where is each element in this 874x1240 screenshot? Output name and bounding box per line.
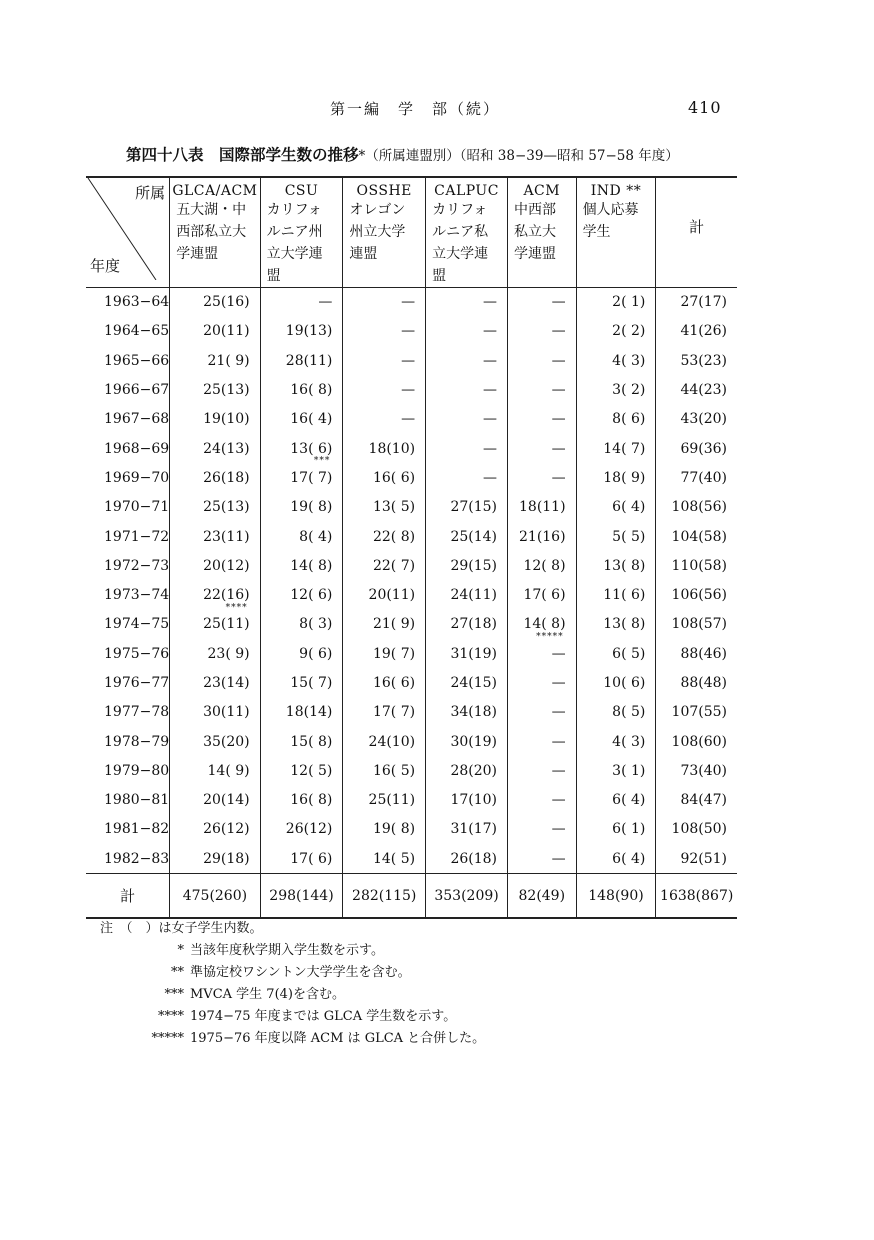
note-mark: 注 （ ） (100, 921, 159, 936)
count-cell-osshe: 17( 7) (343, 698, 426, 727)
count-cell-total: 27(17) (656, 288, 737, 317)
note-text: 1974−75 年度までは GLCA 学生数を示す。 (190, 1009, 457, 1024)
count-cell-osshe: 20(11) (343, 580, 426, 609)
count-cell-acm: 17( 6) (508, 580, 577, 609)
count-cell-calpuc: 28(20) (426, 756, 508, 785)
year-cell: 1970−71 (104, 499, 170, 516)
count-cell-calpuc: — (426, 346, 508, 375)
year-cell: 1964−65 (104, 323, 170, 340)
count-cell-glca: 23(14) (170, 668, 260, 697)
count-cell-ind: 6( 4) (576, 493, 656, 522)
year-cell: 1982−83 (104, 850, 170, 867)
count-cell-glca: 30(11) (170, 698, 260, 727)
count-cell-calpuc: 17(10) (426, 786, 508, 815)
count-cell-calpuc: 27(15) (426, 493, 508, 522)
note-text: 1975−76 年度以降 ACM は GLCA と合併した。 (190, 1031, 486, 1046)
count-cell-csu: 16( 4) (260, 405, 343, 434)
count-cell-glca: 22(16) (170, 580, 260, 609)
table-row (86, 815, 737, 844)
year-cell: 1979−80 (104, 762, 170, 779)
table-row (86, 727, 737, 756)
count-cell-ind: 6( 4) (576, 844, 656, 873)
page-number: 410 (688, 98, 722, 117)
count-cell-osshe: — (343, 405, 426, 434)
count-cell-csu: 19(13) (260, 317, 343, 346)
count-cell-csu: 15( 8) (260, 727, 343, 756)
total-calpuc: 353(209) (426, 873, 508, 918)
table-body (86, 288, 737, 874)
count-cell-ind: 8( 6) (576, 405, 656, 434)
table-row (86, 668, 737, 697)
table-title (126, 143, 679, 165)
table-row (86, 405, 737, 434)
total-ind: 148(90) (576, 873, 656, 918)
count-cell-glca: 25(16) (170, 288, 260, 317)
count-cell-calpuc: — (426, 405, 508, 434)
count-cell-ind: 6( 5) (576, 639, 656, 668)
note-mark: **** (158, 1009, 184, 1024)
table-row (86, 522, 737, 551)
col-total-label: 計 (689, 218, 705, 236)
count-cell-glca: 19(10) (170, 405, 260, 434)
count-cell-total: 108(56) (656, 493, 737, 522)
count-cell-csu: 9( 6) (260, 639, 343, 668)
count-cell-ind: 11( 6) (576, 580, 656, 609)
year-cell: 1965−66 (104, 352, 170, 369)
footnote-stars: **** (225, 602, 248, 613)
count-cell-glca: 20(12) (170, 551, 260, 580)
count-cell-total: 108(57) (656, 610, 737, 639)
note-row (100, 962, 485, 984)
year-cell: 1967−68 (104, 411, 170, 428)
year-cell: 1966−67 (104, 382, 170, 399)
count-cell-acm: — (508, 375, 577, 404)
note-row (100, 940, 485, 962)
col-name: 中西部 私立大 学連盟 (514, 202, 556, 262)
count-cell-csu: — (260, 288, 343, 317)
count-cell-glca: 29(18) (170, 844, 260, 873)
note-row (100, 984, 485, 1006)
count-cell-glca: 21( 9) (170, 346, 260, 375)
count-cell-csu: 8( 3) (260, 610, 343, 639)
table-notes (100, 918, 485, 1050)
col-code: IND ** (590, 183, 642, 199)
count-cell-glca: 23(11) (170, 522, 260, 551)
year-cell: 1974−75 (104, 616, 170, 633)
count-cell-calpuc: — (426, 463, 508, 492)
cell-value: 25(11) (203, 616, 250, 633)
note-mark: *** (164, 987, 184, 1002)
count-cell-total: 104(58) (656, 522, 737, 551)
count-cell-total: 41(26) (656, 317, 737, 346)
note-mark: ** (171, 965, 184, 980)
count-cell-calpuc: 26(18) (426, 844, 508, 873)
count-cell-ind: 14( 7) (576, 434, 656, 463)
year-cell: 1981−82 (104, 821, 170, 838)
corner-year-label: 年度 (90, 257, 121, 275)
count-cell-ind: 3( 2) (576, 375, 656, 404)
year-cell: 1977−78 (104, 704, 170, 721)
year-cell: 1976−77 (104, 675, 170, 691)
count-cell-ind: 8( 5) (576, 698, 656, 727)
year-cell: 1973−74 (104, 587, 170, 604)
count-cell-osshe: — (343, 288, 426, 317)
col-code: CALPUC (434, 183, 499, 199)
count-cell-total: 110(58) (656, 551, 737, 580)
totals-label: 計 (120, 887, 136, 906)
table-title-main: 第四十八表 国際部学生数の推移 (126, 146, 359, 164)
count-cell-acm: 21(16) (508, 522, 577, 551)
year-cell: 1969−70 (104, 469, 170, 486)
count-cell-calpuc: 30(19) (426, 727, 508, 756)
count-cell-osshe: 25(11) (343, 786, 426, 815)
count-cell-acm: — (508, 288, 577, 317)
count-cell-osshe: — (343, 375, 426, 404)
count-cell-acm: 18(11) (508, 493, 577, 522)
col-header-csu (260, 177, 343, 288)
count-cell-total: 69(36) (656, 434, 737, 463)
count-cell-total: 108(50) (656, 815, 737, 844)
col-code: CSU (284, 183, 319, 199)
count-cell-ind: 4( 3) (576, 346, 656, 375)
count-cell-ind: 18( 9) (576, 463, 656, 492)
count-cell-osshe: 22( 8) (343, 522, 426, 551)
count-cell-acm: — (508, 786, 577, 815)
count-cell-total: 77(40) (656, 463, 737, 492)
count-cell-glca: 26(12) (170, 815, 260, 844)
student-count-table (86, 176, 737, 919)
count-cell-osshe: 19( 7) (343, 639, 426, 668)
cell-value: — (551, 645, 566, 662)
count-cell-csu: 13( 6) (260, 434, 343, 463)
count-cell-acm: — (508, 463, 577, 492)
count-cell-ind: 6( 1) (576, 815, 656, 844)
count-cell-osshe: 16( 6) (343, 668, 426, 697)
col-name: カリフォ ルニア私 立大学連 盟 (432, 202, 489, 284)
table-row (86, 551, 737, 580)
table-row (86, 463, 737, 492)
count-cell-csu: 16( 8) (260, 375, 343, 404)
count-cell-glca: 26(18) (170, 463, 260, 492)
count-cell-calpuc: 34(18) (426, 698, 508, 727)
note-row (100, 1028, 485, 1050)
col-header-glca (170, 177, 260, 288)
count-cell-glca: 24(13) (170, 434, 260, 463)
table-row (86, 844, 737, 873)
running-head: 第一編 学 部（続） (330, 100, 501, 118)
count-cell-csu: 16( 8) (260, 786, 343, 815)
count-cell-osshe: 16( 5) (343, 756, 426, 785)
count-cell-calpuc: 31(17) (426, 815, 508, 844)
count-cell-osshe: 21( 9) (343, 610, 426, 639)
table-row (86, 580, 737, 609)
count-cell-calpuc: 29(15) (426, 551, 508, 580)
table-header-row (86, 177, 737, 288)
count-cell-calpuc: 27(18) (426, 610, 508, 639)
count-cell-glca: 25(13) (170, 375, 260, 404)
count-cell-glca: 20(14) (170, 786, 260, 815)
count-cell-total: 43(20) (656, 405, 737, 434)
count-cell-csu: 15( 7) (260, 668, 343, 697)
count-cell-acm: — (508, 756, 577, 785)
table-row (86, 493, 737, 522)
year-cell: 1971−72 (104, 528, 170, 545)
count-cell-ind: 2( 1) (576, 288, 656, 317)
count-cell-csu: 28(11) (260, 346, 343, 375)
count-cell-acm: — (508, 317, 577, 346)
count-cell-calpuc: 25(14) (426, 522, 508, 551)
count-cell-calpuc: — (426, 288, 508, 317)
count-cell-calpuc: 24(11) (426, 580, 508, 609)
year-cell: 1972−73 (104, 557, 170, 574)
corner-affiliation-label: 所属 (135, 184, 166, 202)
count-cell-csu: 19( 8) (260, 493, 343, 522)
col-header-ind (576, 177, 656, 288)
count-cell-calpuc: — (426, 434, 508, 463)
count-cell-osshe: 19( 8) (343, 815, 426, 844)
count-cell-calpuc: 24(15) (426, 668, 508, 697)
col-code: GLCA/ACM (172, 183, 258, 199)
count-cell-glca: 25(13) (170, 493, 260, 522)
col-name: 五大湖・中 西部私立大 学連盟 (176, 202, 247, 262)
col-name: オレゴン 州立大学 連盟 (349, 202, 406, 262)
count-cell-osshe: — (343, 317, 426, 346)
count-cell-acm: — (508, 668, 577, 697)
count-cell-ind: 13( 8) (576, 610, 656, 639)
col-header-total (656, 177, 737, 288)
count-cell-ind: 4( 3) (576, 727, 656, 756)
cell-value: 17( 7) (290, 469, 333, 486)
col-header-acm (508, 177, 577, 288)
table-row (86, 639, 737, 668)
note-row (100, 1006, 485, 1028)
count-cell-csu: 12( 6) (260, 580, 343, 609)
col-header-calpuc (426, 177, 508, 288)
count-cell-osshe: 13( 5) (343, 493, 426, 522)
note-mark: ***** (151, 1031, 184, 1046)
count-cell-calpuc: — (426, 375, 508, 404)
count-cell-ind: 6( 4) (576, 786, 656, 815)
year-cell: 1968−69 (104, 440, 170, 457)
count-cell-glca (170, 602, 260, 639)
count-cell-glca: 14( 9) (170, 756, 260, 785)
table-row (86, 756, 737, 785)
note-mark: * (177, 943, 184, 958)
table-title-sub: *（所属連盟別）（昭和 38−39—昭和 57−58 年度） (358, 148, 679, 164)
count-cell-ind: 13( 8) (576, 551, 656, 580)
count-cell-glca: 23( 9) (170, 639, 260, 668)
count-cell-ind: 10( 6) (576, 668, 656, 697)
count-cell-acm: — (508, 815, 577, 844)
count-cell-acm: 12( 8) (508, 551, 577, 580)
count-cell-acm: — (508, 434, 577, 463)
total-glca: 475(260) (170, 873, 260, 918)
count-cell-csu: 12( 5) (260, 756, 343, 785)
count-cell-acm: — (508, 698, 577, 727)
total-osshe: 282(115) (343, 873, 426, 918)
count-cell-glca: 35(20) (170, 727, 260, 756)
count-cell-total: 88(48) (656, 668, 737, 697)
table-row (86, 288, 737, 317)
table-row (86, 434, 737, 463)
count-cell-csu: 8( 4) (260, 522, 343, 551)
totals-row (86, 873, 737, 918)
table-row (86, 786, 737, 815)
count-cell-csu: 26(12) (260, 815, 343, 844)
table-row (86, 346, 737, 375)
table-row (86, 698, 737, 727)
note-text: 当該年度秋学期入学生数を示す。 (190, 943, 384, 958)
note-text: 準協定校ワシントン大学学生を含む。 (190, 965, 411, 980)
count-cell-acm: — (508, 727, 577, 756)
col-code: OSSHE (356, 183, 412, 199)
count-cell-csu: 17( 6) (260, 844, 343, 873)
count-cell-acm: — (508, 346, 577, 375)
count-cell-calpuc: 31(19) (426, 639, 508, 668)
count-cell-total: 88(46) (656, 639, 737, 668)
count-cell-acm: — (508, 844, 577, 873)
count-cell-csu (260, 456, 343, 492)
year-cell: 1980−81 (104, 792, 170, 809)
table-row (86, 610, 737, 639)
count-cell-ind: 5( 5) (576, 522, 656, 551)
footnote-stars: ***** (536, 632, 564, 643)
col-header-osshe (343, 177, 426, 288)
count-cell-csu: 18(14) (260, 698, 343, 727)
count-cell-total: 84(47) (656, 786, 737, 815)
total-csu: 298(144) (260, 873, 343, 918)
count-cell-glca: 20(11) (170, 317, 260, 346)
count-cell-osshe: — (343, 346, 426, 375)
year-cell: 1978−79 (104, 733, 170, 750)
count-cell-ind: 3( 1) (576, 756, 656, 785)
col-code: ACM (523, 183, 561, 199)
count-cell-acm: 14( 8) (508, 610, 577, 639)
total-overall: 1638(867) (656, 873, 737, 918)
count-cell-acm (508, 632, 577, 668)
footnote-stars: *** (313, 456, 331, 467)
count-cell-csu: 14( 8) (260, 551, 343, 580)
col-name: 個人応募 学生 (582, 202, 639, 240)
note-text: MVCA 学生 7(4)を含む。 (190, 987, 345, 1002)
note-text: は女子学生内数。 (158, 921, 263, 936)
year-cell: 1963−64 (104, 294, 170, 311)
col-name: カリフォ ルニア州 立大学連 盟 (266, 202, 323, 284)
count-cell-ind: 2( 2) (576, 317, 656, 346)
table-row (86, 375, 737, 404)
corner-cell (86, 177, 170, 288)
count-cell-osshe: 14( 5) (343, 844, 426, 873)
count-cell-osshe: 18(10) (343, 434, 426, 463)
table-row (86, 317, 737, 346)
count-cell-total: 107(55) (656, 698, 737, 727)
count-cell-osshe: 24(10) (343, 727, 426, 756)
count-cell-total: 44(23) (656, 375, 737, 404)
count-cell-osshe: 22( 7) (343, 551, 426, 580)
count-cell-total: 73(40) (656, 756, 737, 785)
count-cell-total: 106(56) (656, 580, 737, 609)
count-cell-total: 108(60) (656, 727, 737, 756)
note-row (100, 918, 485, 940)
count-cell-total: 92(51) (656, 844, 737, 873)
count-cell-osshe: 16( 6) (343, 463, 426, 492)
count-cell-calpuc: — (426, 317, 508, 346)
count-cell-total: 53(23) (656, 346, 737, 375)
total-acm: 82(49) (508, 873, 577, 918)
count-cell-acm: — (508, 405, 577, 434)
year-cell: 1975−76 (104, 645, 170, 662)
